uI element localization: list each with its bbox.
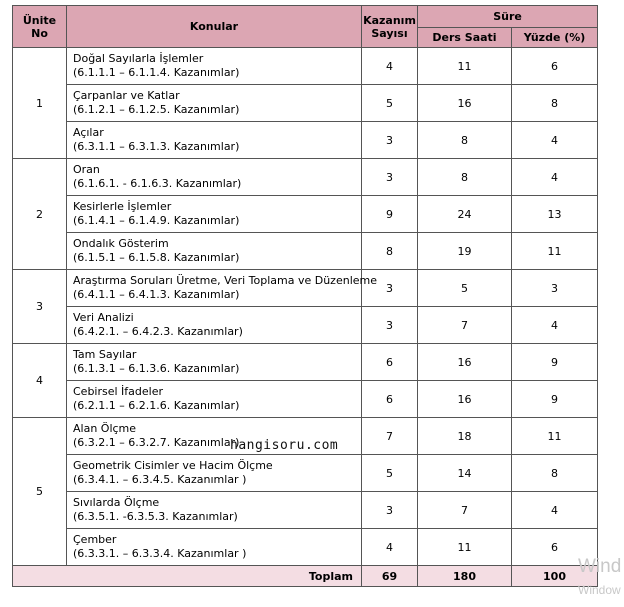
ders-saati-cell: 18 [418, 418, 512, 455]
topic-cell [67, 122, 362, 159]
yuzde-cell: 3 [512, 270, 598, 307]
topic-kazanim-range: (6.1.3.1 – 6.1.3.6. Kazanımlar) [73, 362, 240, 375]
yuzde-cell: 9 [512, 381, 598, 418]
topic-kazanim-range: (6.2.1.1 – 6.2.1.6. Kazanımlar) [73, 399, 240, 412]
ders-saati-cell: 14 [418, 455, 512, 492]
total-ders-saati: 180 [418, 566, 512, 587]
topic-cell [67, 344, 362, 381]
topic-title: Tam Sayılar [73, 348, 137, 361]
table-row [13, 85, 598, 122]
windows-activation-subtext: Window [578, 583, 621, 597]
ders-saati-cell: 11 [418, 529, 512, 566]
topic-cell [67, 196, 362, 233]
topic-title: Oran [73, 163, 100, 176]
windows-activation-watermark: Wind [578, 556, 622, 577]
topic-kazanim-range: (6.1.2.1 – 6.1.2.5. Kazanımlar) [73, 103, 240, 116]
kazanim-count-cell: 3 [362, 307, 418, 344]
topic-title: Cebirsel İfadeler [73, 385, 164, 398]
total-kazanim: 69 [362, 566, 418, 587]
kazanim-count-cell: 3 [362, 270, 418, 307]
yuzde-cell: 4 [512, 492, 598, 529]
kazanim-count-cell: 5 [362, 455, 418, 492]
ders-saati-cell: 16 [418, 85, 512, 122]
kazanim-count-cell: 6 [362, 381, 418, 418]
yuzde-cell: 9 [512, 344, 598, 381]
table-row [13, 196, 598, 233]
topic-cell [67, 529, 362, 566]
ders-saati-cell: 7 [418, 492, 512, 529]
site-watermark: hangisoru.com [230, 438, 339, 453]
kazanim-count-cell: 3 [362, 492, 418, 529]
yuzde-cell: 8 [512, 85, 598, 122]
yuzde-cell: 8 [512, 455, 598, 492]
topic-kazanim-range: (6.3.5.1. -6.3.5.3. Kazanımlar) [73, 510, 238, 523]
topic-cell [67, 48, 362, 85]
total-label: Toplam [13, 566, 362, 587]
topic-title: Doğal Sayılarla İşlemler [73, 52, 204, 65]
table-row [13, 381, 598, 418]
topic-title: Araştırma Soruları Üretme, Veri Toplama ve Düzenleme [73, 274, 377, 287]
topic-title: Çember [73, 533, 117, 546]
table-row [13, 122, 598, 159]
topic-cell [67, 455, 362, 492]
topic-kazanim-range: (6.1.5.1 – 6.1.5.8. Kazanımlar) [73, 251, 240, 264]
ders-saati-cell: 11 [418, 48, 512, 85]
topic-title: Veri Analizi [73, 311, 134, 324]
topic-kazanim-range: (6.4.1.1 – 6.4.1.3. Kazanımlar) [73, 288, 240, 301]
header-kazanim-count: Kazanım Sayısı [362, 6, 418, 48]
unit-number: 3 [13, 270, 67, 344]
total-yuzde: 100 [512, 566, 598, 587]
table-row [13, 233, 598, 270]
table-row [13, 48, 598, 85]
topic-title: Açılar [73, 126, 104, 139]
topic-kazanim-range: (6.1.1.1 – 6.1.1.4. Kazanımlar) [73, 66, 240, 79]
topic-cell [67, 270, 377, 307]
header-yuzde: Yüzde (%) [512, 28, 598, 48]
topic-kazanim-range: (6.3.2.1 – 6.3.2.7. Kazanımlar) [73, 436, 240, 449]
table-row [13, 455, 598, 492]
kazanim-count-cell: 4 [362, 48, 418, 85]
ders-saati-cell: 8 [418, 122, 512, 159]
ders-saati-cell: 16 [418, 381, 512, 418]
topic-kazanim-range: (6.3.3.1. – 6.3.3.4. Kazanımlar ) [73, 547, 247, 560]
topic-title: Geometrik Cisimler ve Hacim Ölçme [73, 459, 273, 472]
kazanim-count-cell: 4 [362, 529, 418, 566]
topic-title: Alan Ölçme [73, 422, 137, 435]
topic-cell [67, 307, 362, 344]
table-row [13, 159, 598, 196]
unit-number: 2 [13, 159, 67, 270]
topic-cell [67, 233, 362, 270]
header-unit-no: Ünite No [13, 6, 67, 48]
topic-title: Ondalık Gösterim [73, 237, 169, 250]
topic-kazanim-range: (6.1.6.1. - 6.1.6.3. Kazanımlar) [73, 177, 242, 190]
yuzde-cell: 11 [512, 418, 598, 455]
ders-saati-cell: 16 [418, 344, 512, 381]
table-row [13, 344, 598, 381]
ders-saati-cell: 19 [418, 233, 512, 270]
table-body [13, 48, 598, 566]
kazanim-count-cell: 3 [362, 159, 418, 196]
header-topics: Konular [67, 6, 362, 48]
yuzde-cell: 4 [512, 122, 598, 159]
unit-number: 4 [13, 344, 67, 418]
header-ders-saati: Ders Saati [418, 28, 512, 48]
kazanim-count-cell: 3 [362, 122, 418, 159]
topic-kazanim-range: (6.3.4.1. – 6.3.4.5. Kazanımlar ) [73, 473, 247, 486]
table-row [13, 307, 598, 344]
ders-saati-cell: 8 [418, 159, 512, 196]
ders-saati-cell: 5 [418, 270, 512, 307]
topic-kazanim-range: (6.4.2.1. – 6.4.2.3. Kazanımlar) [73, 325, 243, 338]
kazanim-count-cell: 8 [362, 233, 418, 270]
yuzde-cell: 11 [512, 233, 598, 270]
kazanim-count-cell: 6 [362, 344, 418, 381]
topic-title: Kesirlerle İşlemler [73, 200, 172, 213]
table-row [13, 270, 598, 307]
topic-kazanim-range: (6.3.1.1 – 6.3.1.3. Kazanımlar) [73, 140, 240, 153]
topic-title: Sıvılarda Ölçme [73, 496, 160, 509]
kazanim-count-cell: 9 [362, 196, 418, 233]
curriculum-table [12, 5, 598, 587]
yuzde-cell: 6 [512, 48, 598, 85]
header-sure: Süre [418, 6, 598, 28]
yuzde-cell: 4 [512, 307, 598, 344]
table-row [13, 492, 598, 529]
topic-title: Çarpanlar ve Katlar [73, 89, 180, 102]
topic-kazanim-range: (6.1.4.1 – 6.1.4.9. Kazanımlar) [73, 214, 240, 227]
ders-saati-cell: 24 [418, 196, 512, 233]
kazanim-count-cell: 5 [362, 85, 418, 122]
unit-number: 5 [13, 418, 67, 566]
yuzde-cell: 6 [512, 529, 598, 566]
ders-saati-cell: 7 [418, 307, 512, 344]
table-row [13, 529, 598, 566]
unit-number: 1 [13, 48, 67, 159]
topic-cell [67, 381, 362, 418]
topic-cell [67, 492, 362, 529]
topic-cell [67, 85, 362, 122]
kazanim-count-cell: 7 [362, 418, 418, 455]
yuzde-cell: 13 [512, 196, 598, 233]
yuzde-cell: 4 [512, 159, 598, 196]
topic-cell [67, 159, 362, 196]
